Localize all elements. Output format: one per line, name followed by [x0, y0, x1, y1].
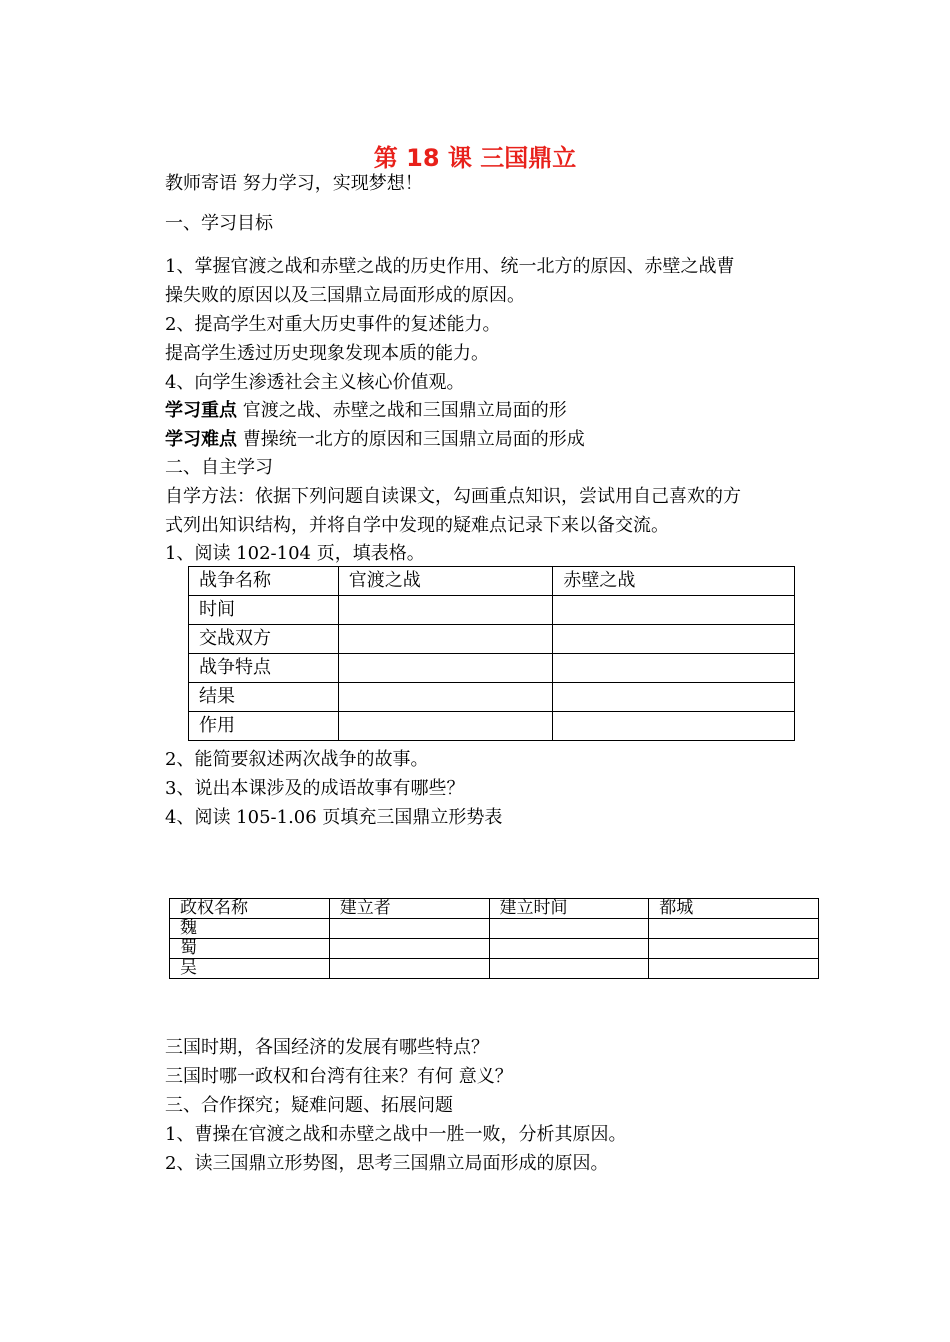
blank-cell[interactable] — [649, 959, 819, 979]
goal-3: 提高学生透过历史现象发现本质的能力。 — [165, 343, 489, 364]
row-label: 魏 — [170, 919, 330, 939]
task-1: 1、阅读 102-104 页，填表格。 — [165, 543, 425, 564]
table-header-cell: 官渡之战 — [338, 567, 553, 596]
difficult-point — [165, 428, 585, 452]
blank-cell[interactable] — [649, 939, 819, 959]
blank-cell[interactable] — [489, 919, 649, 939]
question-taiwan: 三国时哪一政权和台湾有往来？有何 意义？ — [165, 1066, 513, 1087]
blank-cell[interactable] — [338, 596, 553, 625]
table-row — [189, 712, 795, 741]
goal-1-line-2: 操失败的原因以及三国鼎立局面形成的原因。 — [165, 285, 525, 306]
study-method-line-1: 自学方法：依据下列问题自读课文，勾画重点知识，尝试用自己喜欢的方 — [165, 486, 741, 507]
table-row — [189, 654, 795, 683]
section-heading-inquiry: 三、合作探究；疑难问题、拓展问题 — [165, 1095, 453, 1116]
row-label: 结果 — [189, 683, 339, 712]
row-label: 吴 — [170, 959, 330, 979]
blank-cell[interactable] — [553, 683, 795, 712]
table-header-cell: 战争名称 — [189, 567, 339, 596]
row-label: 时间 — [189, 596, 339, 625]
blank-cell[interactable] — [329, 939, 489, 959]
row-label: 战争特点 — [189, 654, 339, 683]
section-heading-goals: 一、学习目标 — [165, 213, 273, 234]
section-heading-self-study: 二、自主学习 — [165, 457, 273, 478]
blank-cell[interactable] — [338, 683, 553, 712]
row-label: 蜀 — [170, 939, 330, 959]
blank-cell[interactable] — [329, 919, 489, 939]
table-row — [189, 683, 795, 712]
blank-cell[interactable] — [553, 625, 795, 654]
key-point — [165, 399, 567, 423]
table-header-cell: 赤壁之战 — [553, 567, 795, 596]
table-header-cell: 建立时间 — [489, 899, 649, 919]
page-title: 第 18 课 三国鼎立 — [373, 144, 577, 172]
battle-table — [188, 566, 795, 741]
row-label: 交战双方 — [189, 625, 339, 654]
goal-1-line-1: 1、掌握官渡之战和赤壁之战的历史作用、统一北方的原因、赤壁之战曹 — [165, 256, 735, 277]
goal-2: 2、提高学生对重大历史事件的复述能力。 — [165, 314, 501, 335]
inquiry-item-2: 2、读三国鼎立形势图，思考三国鼎立局面形成的原因。 — [165, 1153, 609, 1174]
table-row — [170, 919, 819, 939]
study-method-line-2: 式列出知识结构，并将自学中发现的疑难点记录下来以备交流。 — [165, 515, 669, 536]
blank-cell[interactable] — [338, 654, 553, 683]
question-economy: 三国时期，各国经济的发展有哪些特点？ — [165, 1037, 489, 1058]
blank-cell[interactable] — [553, 596, 795, 625]
table-header-cell: 都城 — [649, 899, 819, 919]
row-label: 作用 — [189, 712, 339, 741]
task-3: 3、说出本课涉及的成语故事有哪些？ — [165, 778, 465, 799]
blank-cell[interactable] — [553, 654, 795, 683]
key-point-label: 学习重点 — [165, 400, 237, 421]
blank-cell[interactable] — [649, 919, 819, 939]
difficult-point-label: 学习难点 — [165, 429, 237, 450]
table-header-cell: 建立者 — [329, 899, 489, 919]
key-point-text: 官渡之战、赤壁之战和三国鼎立局面的形 — [237, 400, 567, 421]
task-4: 4、阅读 105-1.06 页填充三国鼎立形势表 — [165, 807, 503, 828]
table-header-row — [170, 899, 819, 919]
task-2: 2、能简要叙述两次战争的故事。 — [165, 749, 429, 770]
blank-cell[interactable] — [338, 712, 553, 741]
table-row — [170, 959, 819, 979]
goal-4: 4、向学生渗透社会主义核心价值观。 — [165, 372, 465, 393]
blank-cell[interactable] — [489, 959, 649, 979]
difficult-point-text: 曹操统一北方的原因和三国鼎立局面的形成 — [237, 429, 585, 450]
blank-cell[interactable] — [338, 625, 553, 654]
three-kingdoms-table — [169, 898, 819, 979]
table-row — [170, 939, 819, 959]
table-row — [189, 596, 795, 625]
inquiry-item-1: 1、曹操在官渡之战和赤壁之战中一胜一败，分析其原因。 — [165, 1124, 627, 1145]
table-header-cell: 政权名称 — [170, 899, 330, 919]
table-row — [189, 625, 795, 654]
teacher-note: 教师寄语 努力学习，实现梦想！ — [165, 173, 423, 194]
blank-cell[interactable] — [329, 959, 489, 979]
table-header-row — [189, 567, 795, 596]
blank-cell[interactable] — [553, 712, 795, 741]
blank-cell[interactable] — [489, 939, 649, 959]
